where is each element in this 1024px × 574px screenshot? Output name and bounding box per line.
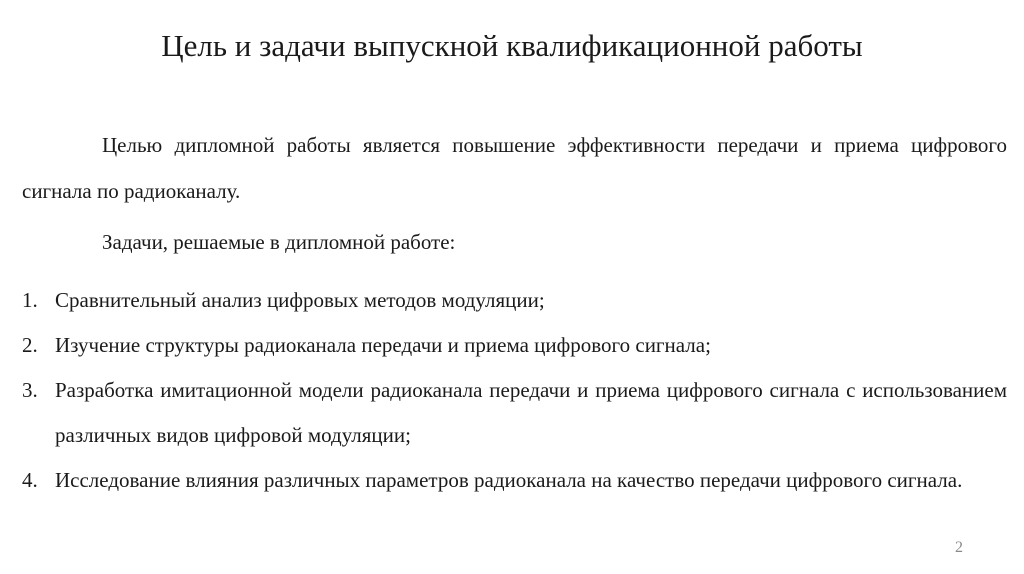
goal-paragraph: Целью дипломной работы является повышение эффективности передачи и приема цифрового сигнала по радиоканалу. — [22, 133, 1007, 203]
task-text: Сравнительный анализ цифровых методов модуляции; — [55, 288, 545, 312]
task-text: Изучение структуры радиоканала передачи и приема цифрового сигнала; — [55, 333, 711, 357]
task-text: Разработка имитационной модели радиоканала передачи и приема цифрового сигнала с использованием различных видов цифровой модуляции; — [55, 378, 1007, 447]
task-item-4 — [22, 458, 1007, 503]
task-text: Исследование влияния различных параметров радиоканала на качество передачи цифрового сигнала. — [55, 468, 963, 492]
tasks-heading: Задачи, решаемые в дипломной работе: — [102, 230, 456, 254]
page-number: 2 — [955, 539, 963, 556]
task-item-1 — [22, 278, 1007, 323]
task-number: 2. — [22, 333, 38, 357]
task-number: 1. — [22, 288, 38, 312]
slide-title: Цель и задачи выпускной квалификационной работы — [161, 28, 863, 63]
task-number: 4. — [22, 468, 38, 492]
task-item-2 — [22, 323, 1007, 368]
task-item-3 — [22, 368, 1007, 458]
task-number: 3. — [22, 378, 38, 402]
task-list — [22, 278, 1007, 503]
